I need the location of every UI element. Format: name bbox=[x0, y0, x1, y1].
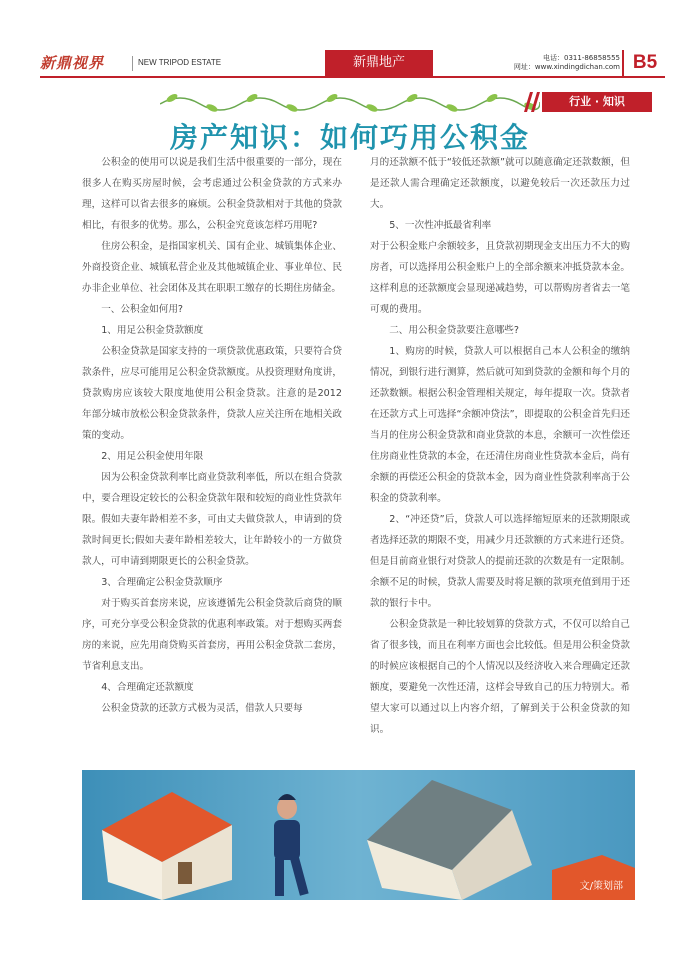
article-photo bbox=[82, 770, 635, 900]
paragraph: 2、“冲还贷”后，贷款人可以选择缩短原来的还款期限或者选择还款的期限不变，用减少月还款额的方式来进行还贷。但是目前商业银行对贷款人的提前还款的次数是有一定限制。余额不足的时候，贷款人需要及时将足额的款项充值到用于还款的银行卡中。 bbox=[370, 514, 630, 609]
category-tag-label: 行业 · 知识 bbox=[569, 95, 625, 108]
right-column bbox=[370, 152, 630, 740]
paragraph: 对于购买首套房来说，应该遵循先公积金贷款后商贷的顺序，可充分享受公积金贷款的优惠利率政策。对于想购买两套房的来说，应先用商贷购买首套房，再用公积金贷款二套房，节省利息支出。 bbox=[82, 598, 342, 672]
vine-decoration-icon bbox=[160, 90, 540, 114]
phone-number: 电话：0311-86858555 bbox=[543, 54, 620, 62]
paragraph: 公积金贷款的还款方式极为灵活，借款人只要每 bbox=[101, 703, 303, 714]
contact-info bbox=[510, 54, 620, 72]
houses-figure-image bbox=[82, 770, 635, 900]
article-title: 房产知识：如何巧用公积金 bbox=[169, 121, 530, 154]
paragraph: 月的还款额不低于“较低还款额”就可以随意确定还款数额，但是还款人需合理确定还款额度，以避免较后一次还款压力过大。 bbox=[370, 157, 630, 210]
subheading: 4、合理确定还款额度 bbox=[101, 682, 194, 693]
page-header bbox=[40, 50, 665, 76]
paragraph: 1、购房的时候，贷款人可以根据自己本人公积金的缴纳情况，到银行进行测算，然后就可知到贷款的金额和每个月的还款数额。根据公积金管理相关规定，每年提取一次。贷款者在还款方式上可选择“余额冲贷法”，即提取的公积金首先归还当月的住房公积金贷款和商业贷款的本息，余额可一次性偿还住房商业性贷款的本金，在还清住房商业性贷款本金后，尚有余额的再偿还公积金的贷款本金，因为商业性贷款利率高于公积金的贷款利率。 bbox=[370, 346, 630, 504]
paragraph: 公积金贷款是一种比较划算的贷款方式，不仅可以给自己省了很多钱，而且在利率方面也会比较低。但是用公积金贷款的时候应该根据自己的个人情况以及经济收入来合理确定还款额度，要避免一次性还清，这样会导致自己的压力特别大。希望大家可以通过以上内容介绍，了解到关于公积金贷款的知识。 bbox=[370, 619, 630, 735]
section-name: 新鼎地产 bbox=[325, 50, 433, 76]
paragraph: 因为公积金贷款利率比商业贷款利率低，所以在组合贷款中，要合理设定较长的公积金贷款年限和较短的商业性贷款年限。假如夫妻年龄相差不多，可由丈夫做贷款人，申请到的贷款时间更长;假如夫妻年龄相差较大，让年龄较小的一方做贷款人，可申请到期限更长的公积金贷款。 bbox=[82, 472, 342, 567]
subheading: 1、用足公积金贷款额度 bbox=[101, 325, 204, 336]
header-rule bbox=[40, 76, 665, 78]
paragraph: 住房公积金，是指国家机关、国有企业、城镇集体企业、外商投资企业、城镇私营企业及其他城镇企业、事业单位、民办非企业单位、社会团体及其在职职工缴存的长期住房储金。 bbox=[82, 241, 342, 294]
website-url: 网址：www.xindingdichan.com bbox=[513, 63, 620, 71]
stripe-icon bbox=[522, 92, 540, 112]
photo-credit: 文/策划部 bbox=[579, 881, 623, 892]
header-divider bbox=[132, 56, 133, 71]
subheading: 5、一次性冲抵最省利率 bbox=[389, 220, 492, 231]
section-heading: 一、公积金如何用? bbox=[101, 304, 184, 315]
paragraph: 公积金贷款是国家支持的一项贷款优惠政策，只要符合贷款条件，应尽可能用足公积金贷款额度。从投资理财角度讲，贷款购房应该较大限度地使用公积金贷款。注意的是2012 年部分城市放松公积金贷款条件，贷款人应关注所在地相关政策的变动。 bbox=[82, 346, 352, 441]
subheading: 2、用足公积金使用年限 bbox=[101, 451, 204, 462]
page-number: B5 bbox=[622, 50, 666, 76]
section-heading: 二、用公积金贷款要注意哪些? bbox=[389, 325, 519, 336]
category-tag bbox=[542, 92, 652, 112]
subheading: 3、合理确定公积金贷款顺序 bbox=[101, 577, 223, 588]
newspaper-logo: 新鼎视界 bbox=[40, 54, 105, 72]
paragraph: 对于公积金账户余额较多，且贷款初期现金支出压力不大的购房者，可以选择用公积金账户上的全部余额来冲抵贷款本金。这样利息的还款额度会显现递减趋势，可以帮购房者省去一笔可观的费用。 bbox=[370, 241, 630, 315]
paragraph: 公积金的使用可以说是我们生活中很重要的一部分，现在很多人在购买房屋时候，会考虑通过公积金贷款的方式来办理，这样可以省去很多的麻烦。公积金贷款相对于其他的贷款相比，有很多的优势。那么，公积金究竟该怎样巧用呢? bbox=[82, 157, 342, 231]
paper-english-name: NEW TRIPOD ESTATE bbox=[138, 58, 222, 67]
left-column bbox=[82, 152, 352, 719]
